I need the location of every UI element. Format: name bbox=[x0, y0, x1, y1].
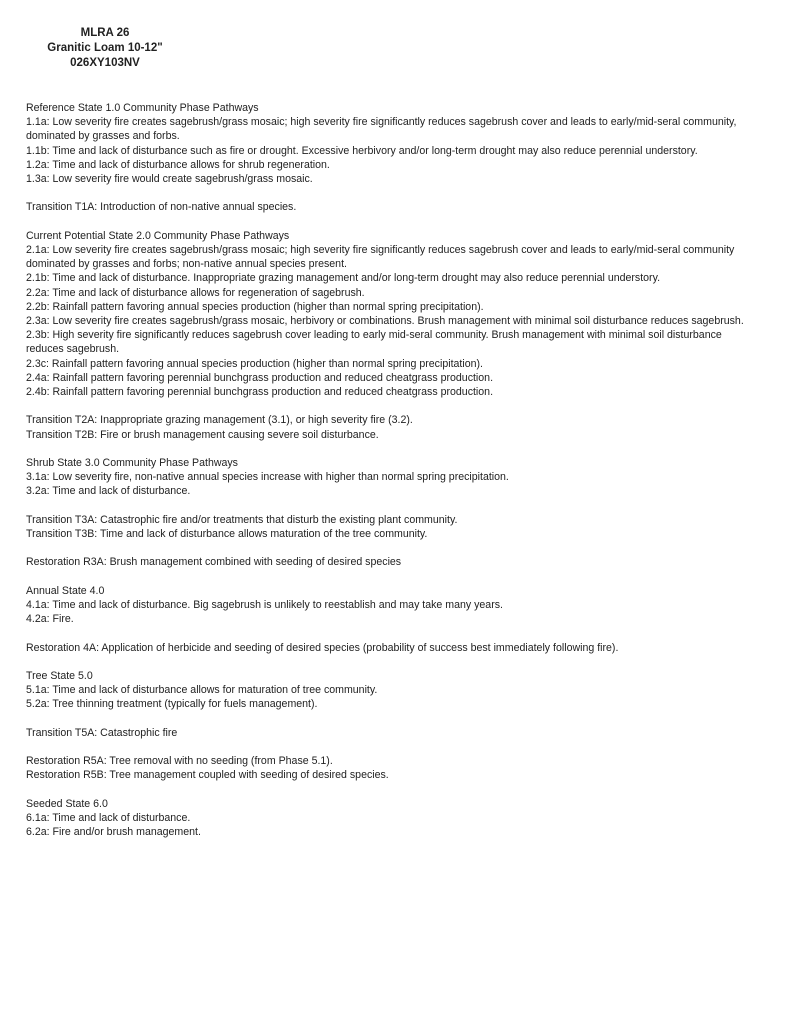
text-line: 4.1a: Time and lack of disturbance. Big sagebrush is unlikely to reestablish and may take many years. bbox=[26, 599, 503, 611]
section-heading-line: Transition T5A: Catastrophic fire bbox=[26, 726, 178, 739]
text-line: 2.4b: Rainfall pattern favoring perennial bunchgrass production and reduced cheatgrass production. bbox=[26, 386, 494, 399]
text-line: 3.2a: Time and lack of disturbance. bbox=[26, 485, 191, 498]
mlra-label: MLRA 26 bbox=[80, 27, 130, 39]
text-line: 1.1a: Low severity fire creates sagebrush/grass mosaic; high severity fire significantly reduces sagebrush cover and leads to early/mid-seral community, dominated by grasses and forbs. bbox=[26, 116, 737, 143]
text-line: 2.3a: Low severity fire creates sagebrush/grass mosaic, herbivory or combinations. Brush management with minimal soil disturbance reduces sagebrush. bbox=[26, 315, 744, 328]
section-heading-line: Annual State 4.0 bbox=[26, 584, 105, 597]
text-line: 1.2a: Time and lack of disturbance allows for shrub regeneration. bbox=[26, 158, 330, 171]
text-section bbox=[26, 555, 746, 569]
section-heading-line: Reference State 1.0 Community Phase Pathways bbox=[26, 102, 259, 114]
section-heading-line: Restoration 4A: Application of herbicide and seeding of desired species (probability of success best immediately following fire). bbox=[26, 641, 619, 654]
text-section bbox=[26, 669, 746, 712]
text-line: 2.1a: Low severity fire creates sagebrush/grass mosaic; high severity fire significantly reduces sagebrush cover and leads to early/mid-seral community dominated by grasses and forbs; non-native annual species present. bbox=[26, 244, 735, 271]
text-section bbox=[26, 513, 746, 541]
section-heading-line: Transition T1A: Introduction of non-native annual species. bbox=[26, 201, 297, 214]
text-line: 4.2a: Fire. bbox=[26, 613, 74, 626]
document-header bbox=[30, 26, 180, 71]
text-line: 6.2a: Fire and/or brush management. bbox=[26, 826, 201, 839]
site-id: 026XY103NV bbox=[70, 57, 140, 69]
section-heading-line: Restoration R3A: Brush management combined with seeding of desired species bbox=[26, 556, 402, 569]
text-line: 2.4a: Rainfall pattern favoring perennial bunchgrass production and reduced cheatgrass production. bbox=[26, 371, 494, 384]
text-line: 6.1a: Time and lack of disturbance. bbox=[26, 811, 191, 824]
text-line: 2.2b: Rainfall pattern favoring annual species production (higher than normal spring precipitation). bbox=[26, 300, 484, 313]
section-heading-line: Restoration R5A: Tree removal with no seeding (from Phase 5.1). bbox=[26, 755, 333, 768]
section-heading-line: Tree State 5.0 bbox=[26, 669, 93, 682]
text-line: 2.2a: Time and lack of disturbance allows for regeneration of sagebrush. bbox=[26, 286, 365, 299]
text-section bbox=[26, 413, 746, 441]
text-line: Restoration R5B: Tree management coupled with seeding of desired species. bbox=[26, 769, 389, 782]
text-section bbox=[26, 726, 746, 740]
text-line: 2.1b: Time and lack of disturbance. Inappropriate grazing management and/or long-term drought may also reduce perennial understory. bbox=[26, 272, 661, 285]
section-heading-line: Current Potential State 2.0 Community Phase Pathways bbox=[26, 229, 290, 242]
section-heading-line: Transition T2A: Inappropriate grazing management (3.1), or high severity fire (3.2). bbox=[26, 414, 413, 427]
text-line: 1.3a: Low severity fire would create sagebrush/grass mosaic. bbox=[26, 173, 313, 186]
text-line: Transition T2B: Fire or brush management causing severe soil disturbance. bbox=[26, 428, 379, 441]
text-section bbox=[26, 641, 746, 655]
text-line: 3.1a: Low severity fire, non-native annual species increase with higher than normal spring precipitation. bbox=[26, 471, 509, 484]
text-line: 5.1a: Time and lack of disturbance allows for maturation of tree community. bbox=[26, 684, 378, 697]
section-heading-line: Seeded State 6.0 bbox=[26, 797, 108, 810]
text-line: 2.3b: High severity fire significantly reduces sagebrush cover leading to early mid-seral community. Brush management with minimal soil disturbance reduces sagebrush. bbox=[26, 329, 722, 356]
site-name: Granitic Loam 10-12" bbox=[47, 42, 163, 54]
document-body bbox=[26, 101, 746, 854]
text-section bbox=[26, 229, 746, 399]
text-line: 2.3c: Rainfall pattern favoring annual species production (higher than normal spring precipitation). bbox=[26, 357, 483, 370]
text-section bbox=[26, 584, 746, 627]
text-section bbox=[26, 754, 746, 782]
text-section bbox=[26, 101, 746, 186]
text-section bbox=[26, 456, 746, 499]
section-heading-line: Shrub State 3.0 Community Phase Pathways bbox=[26, 457, 238, 470]
text-section bbox=[26, 797, 746, 840]
text-line: Transition T3B: Time and lack of disturbance allows maturation of the tree community. bbox=[26, 528, 428, 541]
text-line: 5.2a: Tree thinning treatment (typically for fuels management). bbox=[26, 698, 318, 711]
text-section bbox=[26, 200, 746, 214]
text-line: 1.1b: Time and lack of disturbance such as fire or drought. Excessive herbivory and/or long-term drought may also reduce perennial understory. bbox=[26, 144, 698, 157]
section-heading-line: Transition T3A: Catastrophic fire and/or treatments that disturb the existing plant community. bbox=[26, 513, 458, 526]
